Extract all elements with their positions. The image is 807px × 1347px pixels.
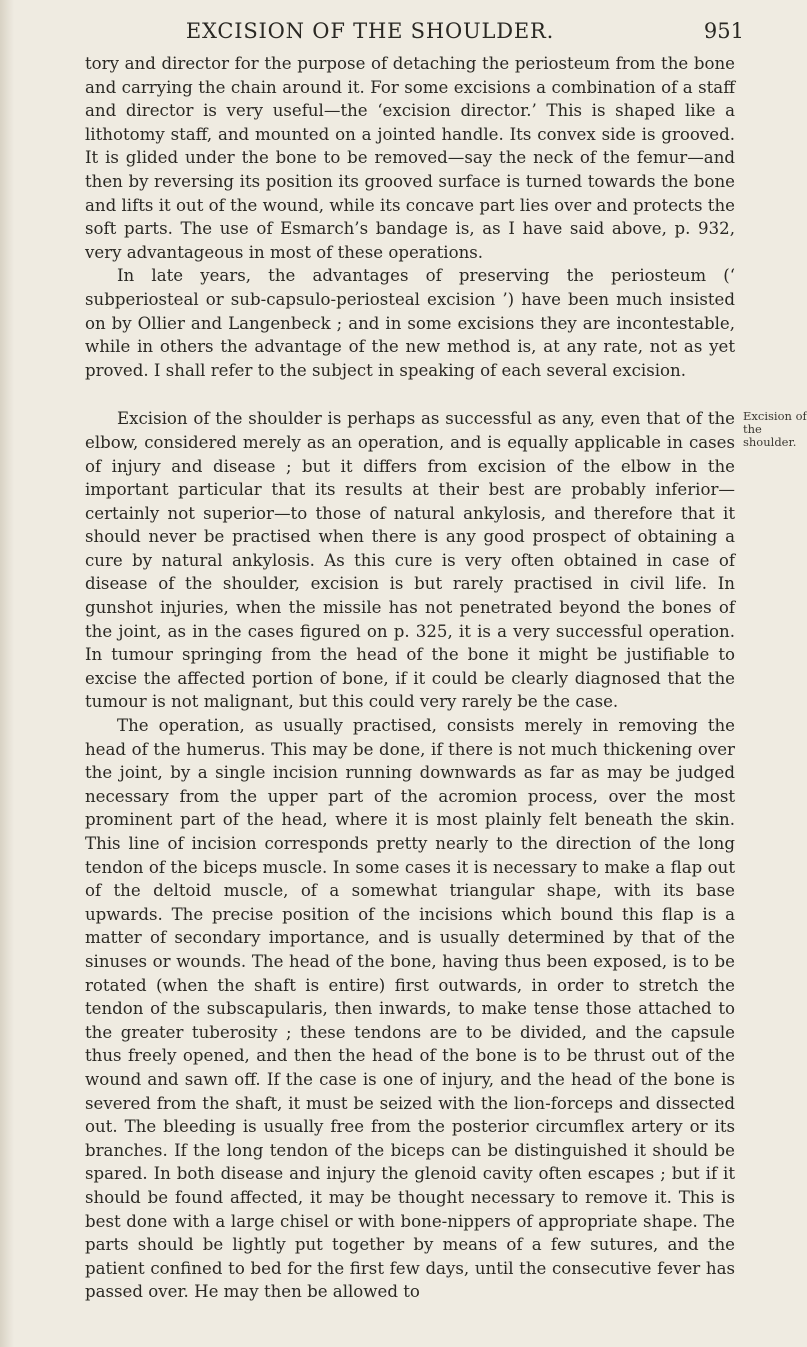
- paragraph-operation: The operation, as usually practised, consists merely in removing the head of the humerus. This may be done, if there is not much thickening over the joint, by a single incision running downwards as far as may be judged necessary from the upper part of the acromion process, over the most prominent part of the head, where it is most plainly felt beneath the skin. This line of incision corresponds pretty nearly to the direction of the long tendon of the biceps muscle. In some cases it is necessary to make a flap out of the deltoid muscle, of a somewhat triangular shape, with its base upwards. The precise position of the incisions which bound this flap is a matter of secondary importance, and is usually determined by that of the sinuses or wounds. The head of the bone, having thus been exposed, is to be rotated (when the shaft is entire) first outwards, in order to stretch the tendon of the subscapularis, then inwards, to make tense those attached to the greater tuberosity ; these tendons are to be divided, and the capsule thus freely opened, and then the head of the bone is to be thrust out of the wound and sawn off. If the case is one of injury, and the head of the bone is severed from the shaft, it must be seized with the lion-forceps and dissected out. The bleeding is usually free from the posterior circumflex artery or its branches. If the long tendon of the biceps can be distinguished it should be spared. In both disease and injury the glenoid cavity often escapes ; but if it should be found affected, it may be thought necessary to remove it. This is best done with a large chisel or with bone-nippers of appropriate shape. The parts should be lightly put together by means of a few sutures, and the patient confined to bed for the first few days, until the consecutive fever has passed over. He may then be allowed to: [85, 716, 735, 1302]
- section-excision-shoulder: [85, 407, 807, 1304]
- paragraph-continued: tory and director for the purpose of detaching the periosteum from the bone and carrying the chain around it. For some excisions a combination of a staff and director is very useful—the ‘excision director.’ This is shaped like a lithotomy staff, and mounted on a jointed handle. Its convex side is grooved. It is glided under the bone to be removed—say the neck of the femur—and then by reversing its position its grooved surface is turned towards the bone and lifts it out of the wound, while its concave part lies over and protects the soft parts. The use of Esmarch’s bandage is, as I have said above, p. 932, very advantageous in most of these operations.: [85, 54, 735, 262]
- body-text: [85, 52, 807, 1304]
- running-title: EXCISION OF THE SHOULDER.: [185, 19, 555, 43]
- page-scan-edge: [0, 0, 14, 1347]
- running-head: [0, 12, 800, 48]
- paragraph-shoulder-intro: Excision of the shoulder is perhaps as successful as any, even that of the elbow, considered merely as an operation, and is equally applicable in cases of injury and disease ; but it differs from excision of the elbow in the important particular that its results at their best are probably inferior—certainly not superior—to those of natural ankylosis, and therefore that it should never be practised when there is any good prospect of obtaining a cure by natural ankylosis. As this cure is very often obtained in case of disease of the shoulder, excision is but rarely practised in civil life. In gunshot injuries, when the missile has not penetrated beyond the bones of the joint, as in the cases figured on p. 325, it is a very successful operation. In tumour springing from the head of the bone it might be justifiable to excise the affected portion of bone, if it could be clearly diagnosed that the tumour is not malignant, but this could very rarely be the case.: [85, 409, 735, 712]
- section-gap: [85, 382, 735, 407]
- margin-note: Excision of the shoulder.: [743, 409, 807, 450]
- page-number: 951: [703, 19, 744, 43]
- paragraph-periosteum: In late years, the advantages of preserving the periosteum (‘ subperiosteal or sub-capsulo-periosteal excision ’) have been much insisted on by Ollier and Langenbeck ; and in some excisions they are incontestable, while in others the advantage of the new method is, at any rate, not as yet proved. I shall refer to the subject in speaking of each several excision.: [85, 266, 735, 380]
